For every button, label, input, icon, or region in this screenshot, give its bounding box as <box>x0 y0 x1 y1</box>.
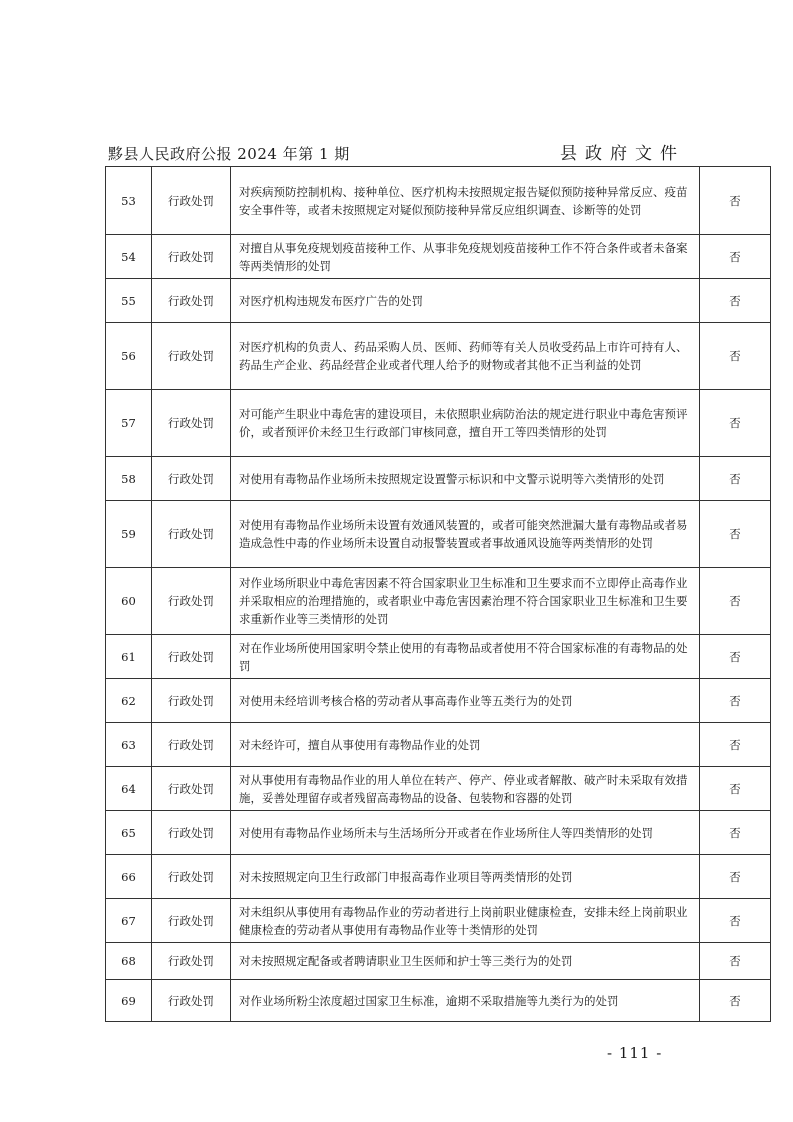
row-flag: 否 <box>700 568 771 635</box>
row-flag: 否 <box>700 943 771 980</box>
row-flag: 否 <box>700 167 771 235</box>
row-flag: 否 <box>700 679 771 723</box>
row-number: 66 <box>106 855 152 899</box>
row-number: 60 <box>106 568 152 635</box>
row-type: 行政处罚 <box>152 679 231 723</box>
row-number: 68 <box>106 943 152 980</box>
row-type: 行政处罚 <box>152 811 231 855</box>
row-flag: 否 <box>700 501 771 568</box>
row-number: 62 <box>106 679 152 723</box>
table-row <box>106 501 771 568</box>
row-flag: 否 <box>700 723 771 767</box>
row-description: 对未按照规定配备或者聘请职业卫生医师和护士等三类行为的处罚 <box>231 943 700 980</box>
table-row <box>106 811 771 855</box>
page-number: - 111 - <box>607 1044 663 1062</box>
table-row <box>106 899 771 943</box>
row-description: 对未按照规定向卫生行政部门申报高毒作业项目等两类情形的处罚 <box>231 855 700 899</box>
row-type: 行政处罚 <box>152 323 231 390</box>
row-description: 对作业场所粉尘浓度超过国家卫生标准，逾期不采取措施等九类行为的处罚 <box>231 980 700 1022</box>
row-number: 67 <box>106 899 152 943</box>
row-flag: 否 <box>700 635 771 679</box>
row-flag: 否 <box>700 279 771 323</box>
row-description: 对从事使用有毒物品作业的用人单位在转产、停产、停业或者解散、破产时未采取有效措施，妥善处理留存或者残留高毒物品的设备、包装物和容器的处罚 <box>231 767 700 811</box>
row-flag: 否 <box>700 899 771 943</box>
table-row <box>106 855 771 899</box>
row-type: 行政处罚 <box>152 501 231 568</box>
row-type: 行政处罚 <box>152 167 231 235</box>
table-row <box>106 723 771 767</box>
row-type: 行政处罚 <box>152 635 231 679</box>
row-type: 行政处罚 <box>152 279 231 323</box>
row-flag: 否 <box>700 390 771 457</box>
table-row <box>106 679 771 723</box>
row-description: 对疾病预防控制机构、接种单位、医疗机构未按照规定报告疑似预防接种异常反应、疫苗安全事件等，或者未按照规定对疑似预防接种异常反应组织调查、诊断等的处罚 <box>231 167 700 235</box>
row-flag: 否 <box>700 235 771 279</box>
row-number: 64 <box>106 767 152 811</box>
table-row <box>106 167 771 235</box>
table-row <box>106 457 771 501</box>
row-number: 61 <box>106 635 152 679</box>
row-number: 53 <box>106 167 152 235</box>
row-number: 59 <box>106 501 152 568</box>
row-description: 对医疗机构的负责人、药品采购人员、医师、药师等有关人员收受药品上市许可持有人、药品生产企业、药品经营企业或者代理人给予的财物或者其他不正当利益的处罚 <box>231 323 700 390</box>
row-description: 对擅自从事免疫规划疫苗接种工作、从事非免疫规划疫苗接种工作不符合条件或者未备案等两类情形的处罚 <box>231 235 700 279</box>
row-flag: 否 <box>700 811 771 855</box>
row-number: 65 <box>106 811 152 855</box>
row-number: 58 <box>106 457 152 501</box>
row-number: 54 <box>106 235 152 279</box>
row-number: 56 <box>106 323 152 390</box>
row-flag: 否 <box>700 855 771 899</box>
row-type: 行政处罚 <box>152 390 231 457</box>
row-description: 对使用未经培训考核合格的劳动者从事高毒作业等五类行为的处罚 <box>231 679 700 723</box>
row-type: 行政处罚 <box>152 723 231 767</box>
row-description: 对在作业场所使用国家明令禁止使用的有毒物品或者使用不符合国家标准的有毒物品的处罚 <box>231 635 700 679</box>
row-description: 对使用有毒物品作业场所未设置有效通风装置的，或者可能突然泄漏大量有毒物品或者易造成急性中毒的作业场所未设置自动报警装置或者事故通风设施等两类情形的处罚 <box>231 501 700 568</box>
row-type: 行政处罚 <box>152 899 231 943</box>
table-row <box>106 943 771 980</box>
row-type: 行政处罚 <box>152 235 231 279</box>
row-number: 55 <box>106 279 152 323</box>
row-type: 行政处罚 <box>152 767 231 811</box>
table-row <box>106 279 771 323</box>
row-description: 对使用有毒物品作业场所未与生活场所分开或者在作业场所住人等四类情形的处罚 <box>231 811 700 855</box>
table-row <box>106 980 771 1022</box>
table-row <box>106 390 771 457</box>
section-title: 县政府文件 <box>560 144 685 164</box>
table-body <box>106 167 771 1022</box>
row-description: 对医疗机构违规发布医疗广告的处罚 <box>231 279 700 323</box>
table-row <box>106 235 771 279</box>
table-row <box>106 568 771 635</box>
row-type: 行政处罚 <box>152 457 231 501</box>
row-description: 对可能产生职业中毒危害的建设项目，未依照职业病防治法的规定进行职业中毒危害预评价，或者预评价未经卫生行政部门审核同意，擅自开工等四类情形的处罚 <box>231 390 700 457</box>
row-description: 对使用有毒物品作业场所未按照规定设置警示标识和中文警示说明等六类情形的处罚 <box>231 457 700 501</box>
row-type: 行政处罚 <box>152 980 231 1022</box>
table-row <box>106 635 771 679</box>
row-number: 57 <box>106 390 152 457</box>
gazette-title: 黟县人民政府公报 2024 年第 1 期 <box>108 145 350 163</box>
row-type: 行政处罚 <box>152 943 231 980</box>
row-flag: 否 <box>700 767 771 811</box>
row-description: 对作业场所职业中毒危害因素不符合国家职业卫生标准和卫生要求而不立即停止高毒作业并采取相应的治理措施的，或者职业中毒危害因素治理不符合国家职业卫生标准和卫生要求重新作业等三类情形的处罚 <box>231 568 700 635</box>
row-flag: 否 <box>700 980 771 1022</box>
penalty-table <box>105 166 771 1022</box>
row-number: 69 <box>106 980 152 1022</box>
row-number: 63 <box>106 723 152 767</box>
row-type: 行政处罚 <box>152 855 231 899</box>
row-flag: 否 <box>700 457 771 501</box>
row-flag: 否 <box>700 323 771 390</box>
table-row <box>106 323 771 390</box>
page-header <box>106 142 687 167</box>
row-description: 对未经许可，擅自从事使用有毒物品作业的处罚 <box>231 723 700 767</box>
row-description: 对未组织从事使用有毒物品作业的劳动者进行上岗前职业健康检查，安排未经上岗前职业健康检查的劳动者从事使用有毒物品作业等十类情形的处罚 <box>231 899 700 943</box>
row-type: 行政处罚 <box>152 568 231 635</box>
table-row <box>106 767 771 811</box>
